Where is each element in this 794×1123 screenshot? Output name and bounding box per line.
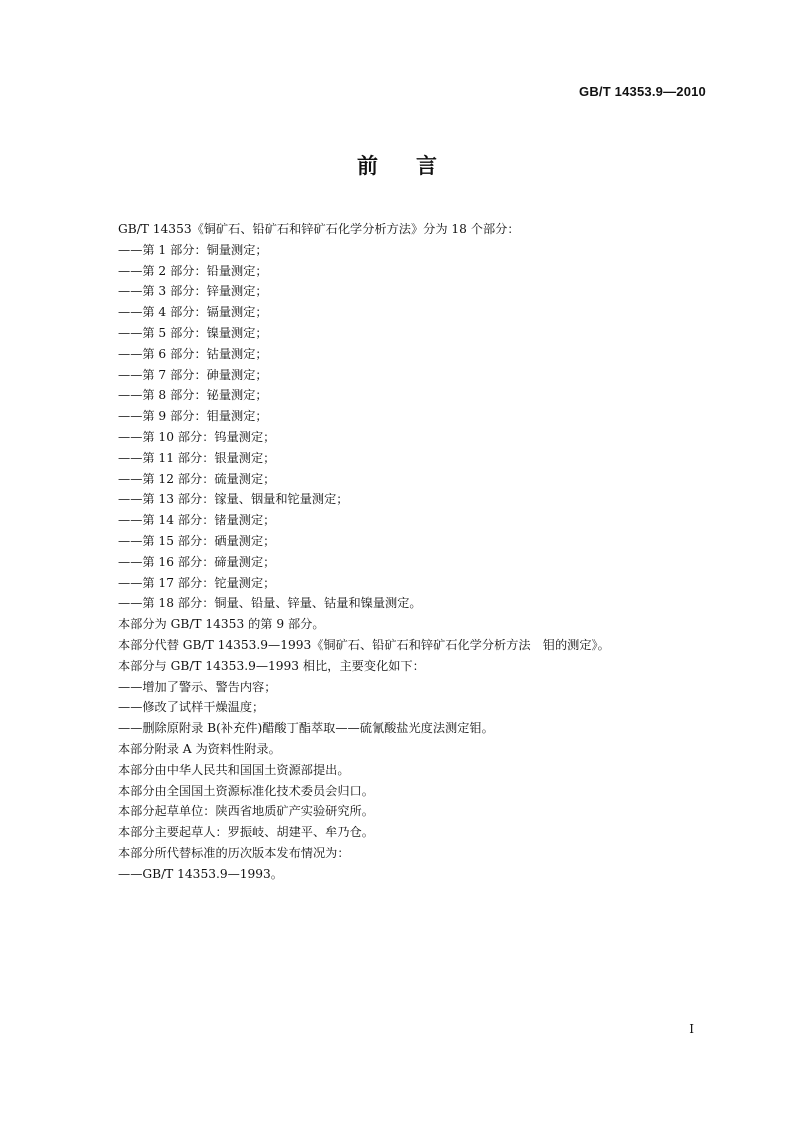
text-line: 本部分起草单位：陕西省地质矿产实验研究所。: [118, 804, 374, 819]
text-line: 本部分主要起草人：罗振岐、胡建平、牟乃仓。: [118, 825, 374, 840]
text-line: 本部分由中华人民共和国国土资源部提出。: [118, 762, 350, 777]
list-item: ——第 9 部分：钼量测定；: [118, 409, 268, 424]
foreword-body: [118, 219, 718, 885]
list-item: ——第 12 部分：硫量测定；: [118, 471, 276, 486]
list-item: ——第 13 部分：镓量、铟量和铊量测定；: [118, 492, 349, 507]
list-item: ——第 11 部分：银量测定；: [118, 450, 276, 465]
list-item: ——第 7 部分：砷量测定；: [118, 367, 268, 382]
list-item: ——第 1 部分：铜量测定；: [118, 242, 268, 257]
list-item: ——第 6 部分：钴量测定；: [118, 346, 268, 361]
list-item: ——增加了警示、警告内容；: [118, 679, 277, 694]
list-item: ——GB/T 14353.9—1993。: [118, 866, 283, 881]
list-item: ——第 14 部分：锗量测定；: [118, 513, 276, 528]
text-line: 本部分由全国国土资源标准化技术委员会归口。: [118, 783, 374, 798]
list-item: ——第 8 部分：铋量测定；: [118, 388, 268, 403]
list-item: ——第 10 部分：钨量测定；: [118, 429, 276, 444]
list-item: ——第 18 部分：铜量、铅量、锌量、钴量和镍量测定。: [118, 596, 422, 611]
list-item: ——第 2 部分：铅量测定；: [118, 263, 268, 278]
text-line: GB/T 14353《铜矿石、铅矿石和锌矿石化学分析方法》分为 18 个部分：: [118, 222, 520, 236]
list-item: ——第 4 部分：镉量测定；: [118, 305, 268, 320]
list-item: ——第 17 部分：铊量测定；: [118, 575, 276, 590]
list-item: ——第 16 部分：碲量测定；: [118, 554, 276, 569]
page-number: I: [689, 1022, 694, 1036]
standard-code: GB/T 14353.9—2010: [579, 84, 706, 99]
text-line: 本部分与 GB/T 14353.9—1993 相比，主要变化如下：: [118, 658, 425, 673]
list-item: ——第 3 部分：锌量测定；: [118, 284, 268, 299]
text-line: 本部分代替 GB/T 14353.9—1993《铜矿石、铅矿石和锌矿石化学分析方法 钼的测定》。: [118, 637, 610, 652]
text-line: 本部分附录 A 为资料性附录。: [118, 741, 281, 756]
text-line: 本部分为 GB/T 14353 的第 9 部分。: [118, 617, 325, 632]
list-item: ——第 5 部分：镍量测定；: [118, 325, 268, 340]
page-title: 前言: [357, 154, 475, 178]
list-item: ——第 15 部分：硒量测定；: [118, 533, 276, 548]
list-item: ——删除原附录 B(补充件)醋酸丁酯萃取——硫氰酸盐光度法测定钼。: [118, 721, 494, 736]
text-line: 本部分所代替标准的历次版本发布情况为：: [118, 845, 350, 860]
list-item: ——修改了试样干燥温度；: [118, 700, 265, 715]
